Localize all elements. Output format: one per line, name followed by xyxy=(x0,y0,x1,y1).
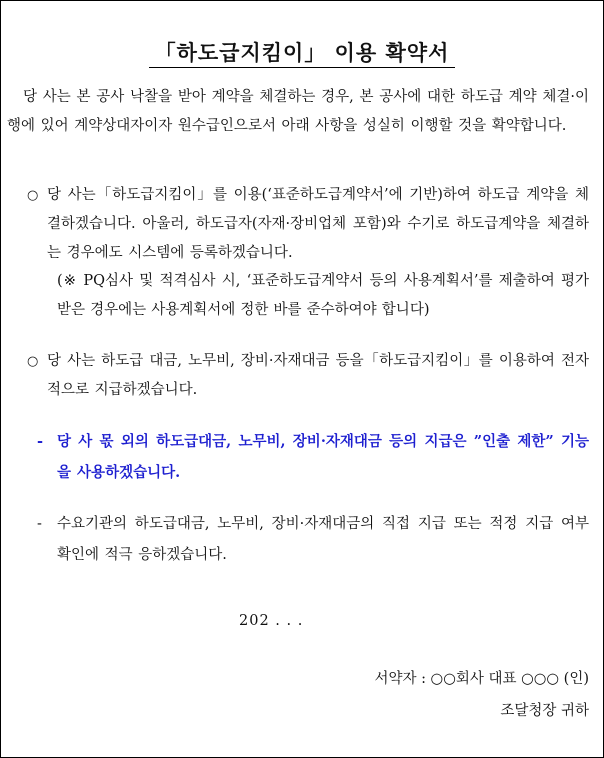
pledge-item-2 xyxy=(27,347,589,405)
dash-bullet: - xyxy=(37,516,42,532)
circle-bullet-icon: ○ xyxy=(27,188,39,203)
sub-item-withdrawal-restriction xyxy=(37,426,589,488)
pledge-item-1-text: 당 사는「하도급지킴이」를 이용(‘표준하도급계약서’에 기반)하여 하도급 계약을 체결하겠습니다. 아울러, 하도급자(자재·장비업체 포함)와 수기로 하도급계약을 체결하는 경우에도 시스템에 등록하겠습니다. xyxy=(47,187,589,261)
circle-bullet-icon: ○ xyxy=(27,354,39,369)
pledge-item-1-note: (※ PQ심사 및 적격심사 시, ‘표준하도급계약서 등의 사용계획서’를 제출하여 평가받은 경우에는 사용계획서에 정한 바를 준수하여야 합니다) xyxy=(57,273,589,318)
intro-paragraph: 당 사는 본 공사 낙찰을 받아 계약을 체결하는 경우, 본 공사에 대한 하도급 계약 체결·이행에 있어 계약상대자이자 원수급인으로서 아래 사항을 성실히 이행할 것을 확약합니다. xyxy=(7,89,589,134)
date-line: 202 . . . xyxy=(239,613,304,629)
pledge-item-1 xyxy=(27,181,589,268)
dash-bullet: - xyxy=(37,433,44,450)
sub-item-1-text: 당 사 몫 외의 하도급대금, 노무비, 장비·자재대금 등의 지급은 ”인출 제한” 기능을 사용하겠습니다. xyxy=(57,433,589,481)
document-title: 「하도급지킴이」 이용 확약서 xyxy=(1,37,603,67)
signer-line: 서약자 : ○○회사 대표 ○○○ (인) xyxy=(374,671,589,687)
sub-item-2-text: 수요기관의 하도급대금, 노무비, 장비·자재대금의 직접 지급 또는 적정 지급 여부 확인에 적극 응하겠습니다. xyxy=(57,516,589,563)
recipient-line: 조달청장 귀하 xyxy=(500,703,589,719)
pledge-item-2-text: 당 사는 하도급 대금, 노무비, 장비·자재대금 등을「하도급지킴이」를 이용하여 전자적으로 지급하겠습니다. xyxy=(47,353,589,398)
sub-item-direct-payment xyxy=(37,509,589,571)
